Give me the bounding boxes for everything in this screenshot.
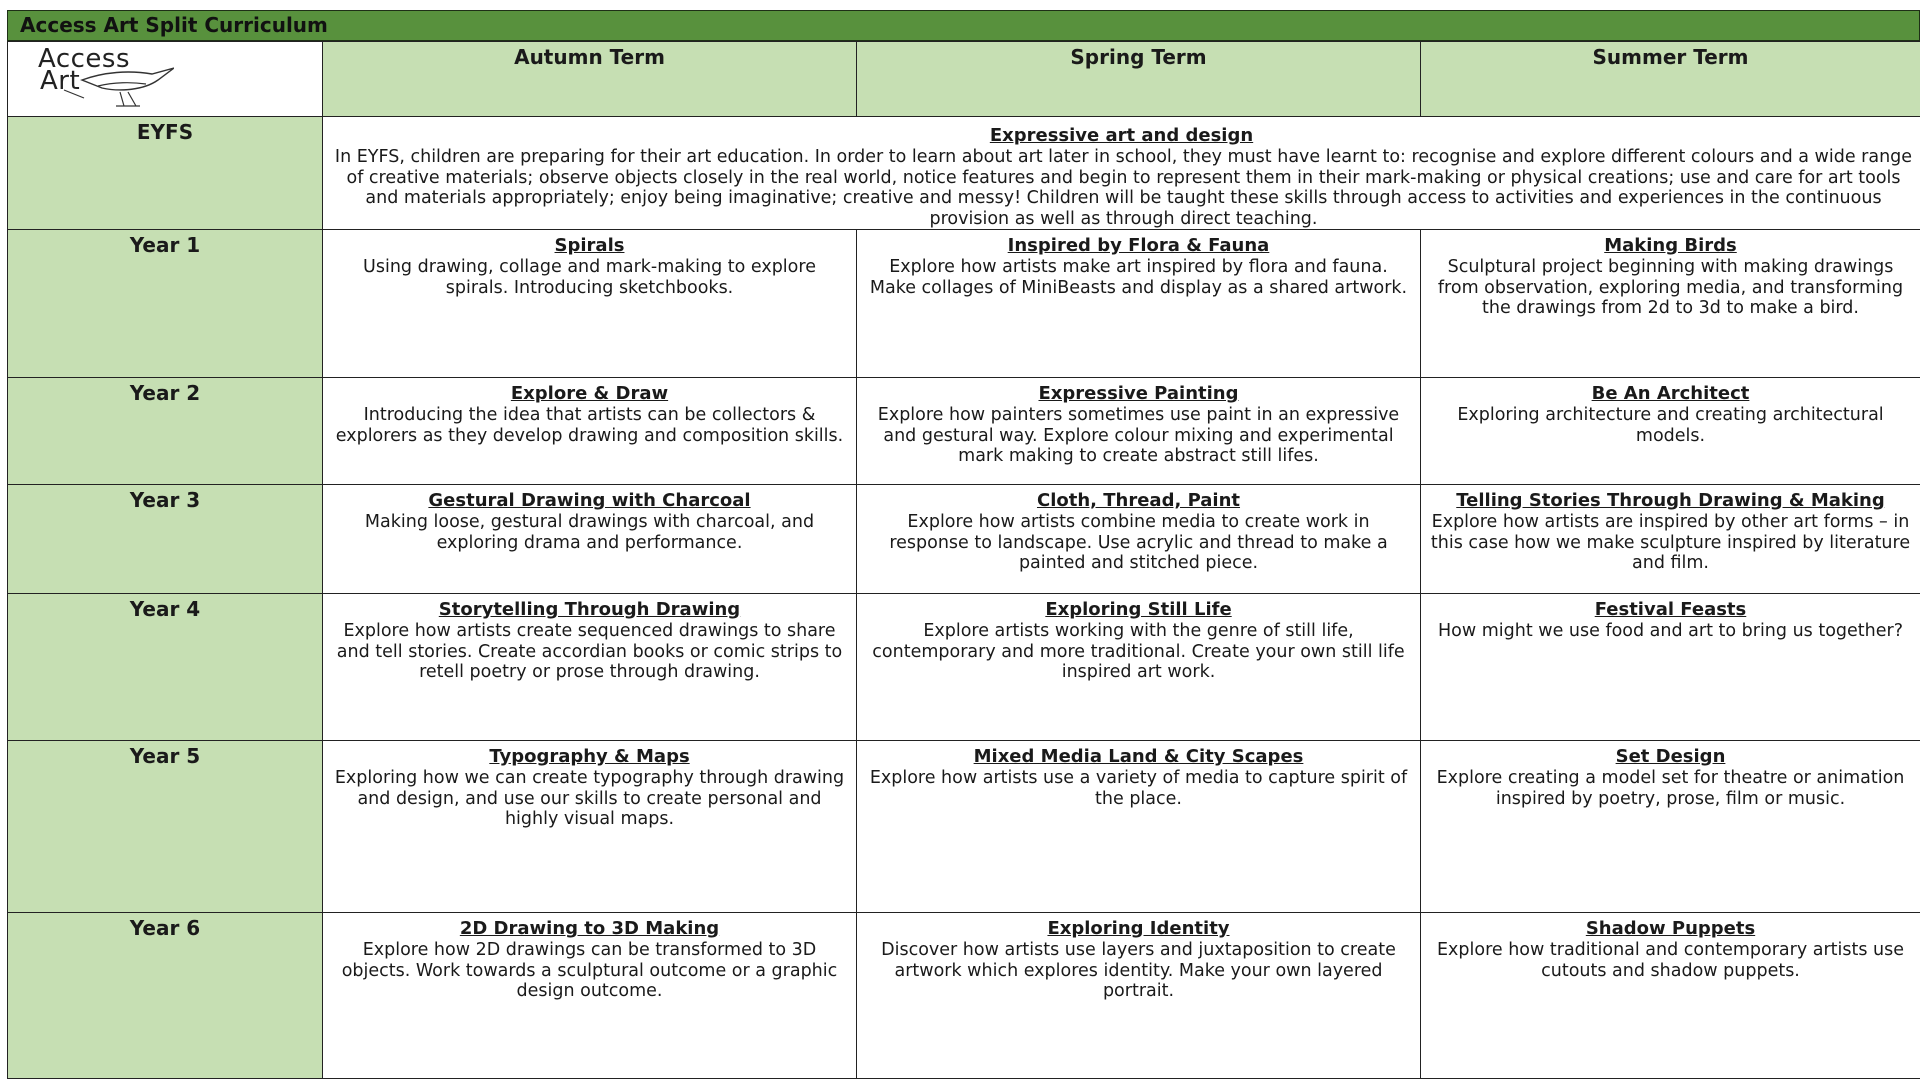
spring-cell [857,741,1421,913]
unit-title: Storytelling Through Drawing [438,599,741,620]
bird-icon [24,46,174,116]
unit-title: 2D Drawing to 3D Making [459,918,720,939]
unit-description: Explore artists working with the genre of still life, contemporary and more traditional. Create your own still life inspired art work. [872,621,1405,682]
year-label: Year 1 [8,230,323,378]
header-row [8,42,1920,117]
autumn-cell [323,485,857,594]
logo-text-line2: Art [40,66,81,96]
autumn-cell [323,913,857,1079]
unit-description: Explore how painters sometimes use paint in an expressive and gestural way. Explore colour mixing and experimental mark making to create abstract still lifes. [877,405,1400,466]
summer-cell [1421,741,1920,913]
unit-description: Explore creating a model set for theatre or animation inspired by poetry, prose, film or music. [1436,768,1905,809]
year-row [8,594,1920,741]
unit-title: Explore & Draw [510,383,669,404]
unit-description: Explore how artists make art inspired by flora and fauna. Make collages of MiniBeasts and display as a shared artwork. [869,257,1408,298]
year-row [8,913,1920,1079]
unit-description: Sculptural project beginning with making drawings from observation, exploring media, and transforming the drawings from 2d to 3d to make a bird. [1437,257,1904,318]
autumn-term-header: Autumn Term [323,42,857,117]
unit-title: Gestural Drawing with Charcoal [428,490,751,511]
unit-title: Festival Feasts [1594,599,1747,620]
autumn-cell [323,594,857,741]
autumn-cell [323,378,857,485]
year-row [8,230,1920,378]
spring-cell [857,230,1421,378]
spring-cell [857,594,1421,741]
unit-description: How might we use food and art to bring us together? [1437,621,1903,641]
eyfs-label: EYFS [8,117,323,230]
unit-title: Inspired by Flora & Fauna [1007,235,1270,256]
unit-description: Exploring architecture and creating architectural models. [1457,405,1884,446]
eyfs-cell [323,117,1920,230]
year-label: Year 6 [8,913,323,1079]
year-row [8,485,1920,594]
autumn-cell [323,230,857,378]
spring-cell [857,485,1421,594]
year-label: Year 2 [8,378,323,485]
autumn-cell [323,741,857,913]
eyfs-title: Expressive art and design [989,125,1254,146]
logo-cell [8,42,323,117]
summer-cell [1421,594,1920,741]
unit-title: Mixed Media Land & City Scapes [973,746,1304,767]
unit-description: Exploring how we can create typography through drawing and design, and use our skills to create personal and highly visual maps. [334,768,845,829]
summer-cell [1421,230,1920,378]
spring-cell [857,913,1421,1079]
unit-title: Telling Stories Through Drawing & Making [1456,490,1885,511]
unit-description: Discover how artists use layers and juxtaposition to create artwork which explores identity. Make your own layered portrait. [881,940,1396,1001]
eyfs-description: In EYFS, children are preparing for their art education. In order to learn about art later in school, they must have learnt to: recognise and explore different colours and a wide range of creative materials; observe objects closely in the real world, notice features and begin to represent them in their mark-making or physical creations; use and care for art tools and materials appropriately; enjoy being imaginative; creative and messy! Children will be taught these skills through access to activities and experiences in the continuous provision as well as through direct teaching. [334,147,1913,229]
unit-description: Using drawing, collage and mark-making to explore spirals. Introducing sketchbooks. [363,257,816,298]
summer-cell [1421,913,1920,1079]
unit-description: Explore how traditional and contemporary artists use cutouts and shadow puppets. [1436,940,1905,981]
unit-title: Shadow Puppets [1585,918,1756,939]
document-title: Access Art Split Curriculum [7,10,1920,41]
year-label: Year 4 [8,594,323,741]
logo-text-line1: Access [38,44,131,74]
unit-title: Expressive Painting [1038,383,1239,404]
unit-title: Exploring Identity [1047,918,1230,939]
unit-description: Explore how artists create sequenced drawings to share and tell stories. Create accordian books or comic strips to retell poetry or prose through drawing. [336,621,843,682]
unit-title: Cloth, Thread, Paint [1036,490,1241,511]
unit-title: Be An Architect [1591,383,1750,404]
summer-cell [1421,378,1920,485]
unit-description: Explore how artists use a variety of media to capture spirit of the place. [869,768,1408,809]
unit-title: Set Design [1615,746,1726,767]
unit-description: Explore how 2D drawings can be transformed to 3D objects. Work towards a sculptural outcome or a graphic design outcome. [341,940,838,1001]
unit-description: Introducing the idea that artists can be collectors & explorers as they develop drawing and composition skills. [335,405,844,446]
unit-description: Explore how artists combine media to create work in response to landscape. Use acrylic and thread to make a painted and stitched piece. [889,512,1388,573]
spring-term-header: Spring Term [857,42,1421,117]
access-art-logo [24,46,174,116]
summer-term-header: Summer Term [1421,42,1920,117]
year-label: Year 3 [8,485,323,594]
unit-description: Explore how artists are inspired by other art forms – in this case how we make sculpture inspired by literature and film. [1430,512,1911,573]
spring-cell [857,378,1421,485]
year-row [8,741,1920,913]
year-row [8,378,1920,485]
unit-title: Typography & Maps [489,746,690,767]
unit-title: Making Birds [1604,235,1737,256]
eyfs-row [8,117,1920,230]
unit-title: Spirals [554,235,625,256]
curriculum-table [7,41,1920,1079]
curriculum-sheet [7,10,1920,1079]
summer-cell [1421,485,1920,594]
unit-title: Exploring Still Life [1045,599,1232,620]
year-label: Year 5 [8,741,323,913]
unit-description: Making loose, gestural drawings with charcoal, and exploring drama and performance. [364,512,815,553]
